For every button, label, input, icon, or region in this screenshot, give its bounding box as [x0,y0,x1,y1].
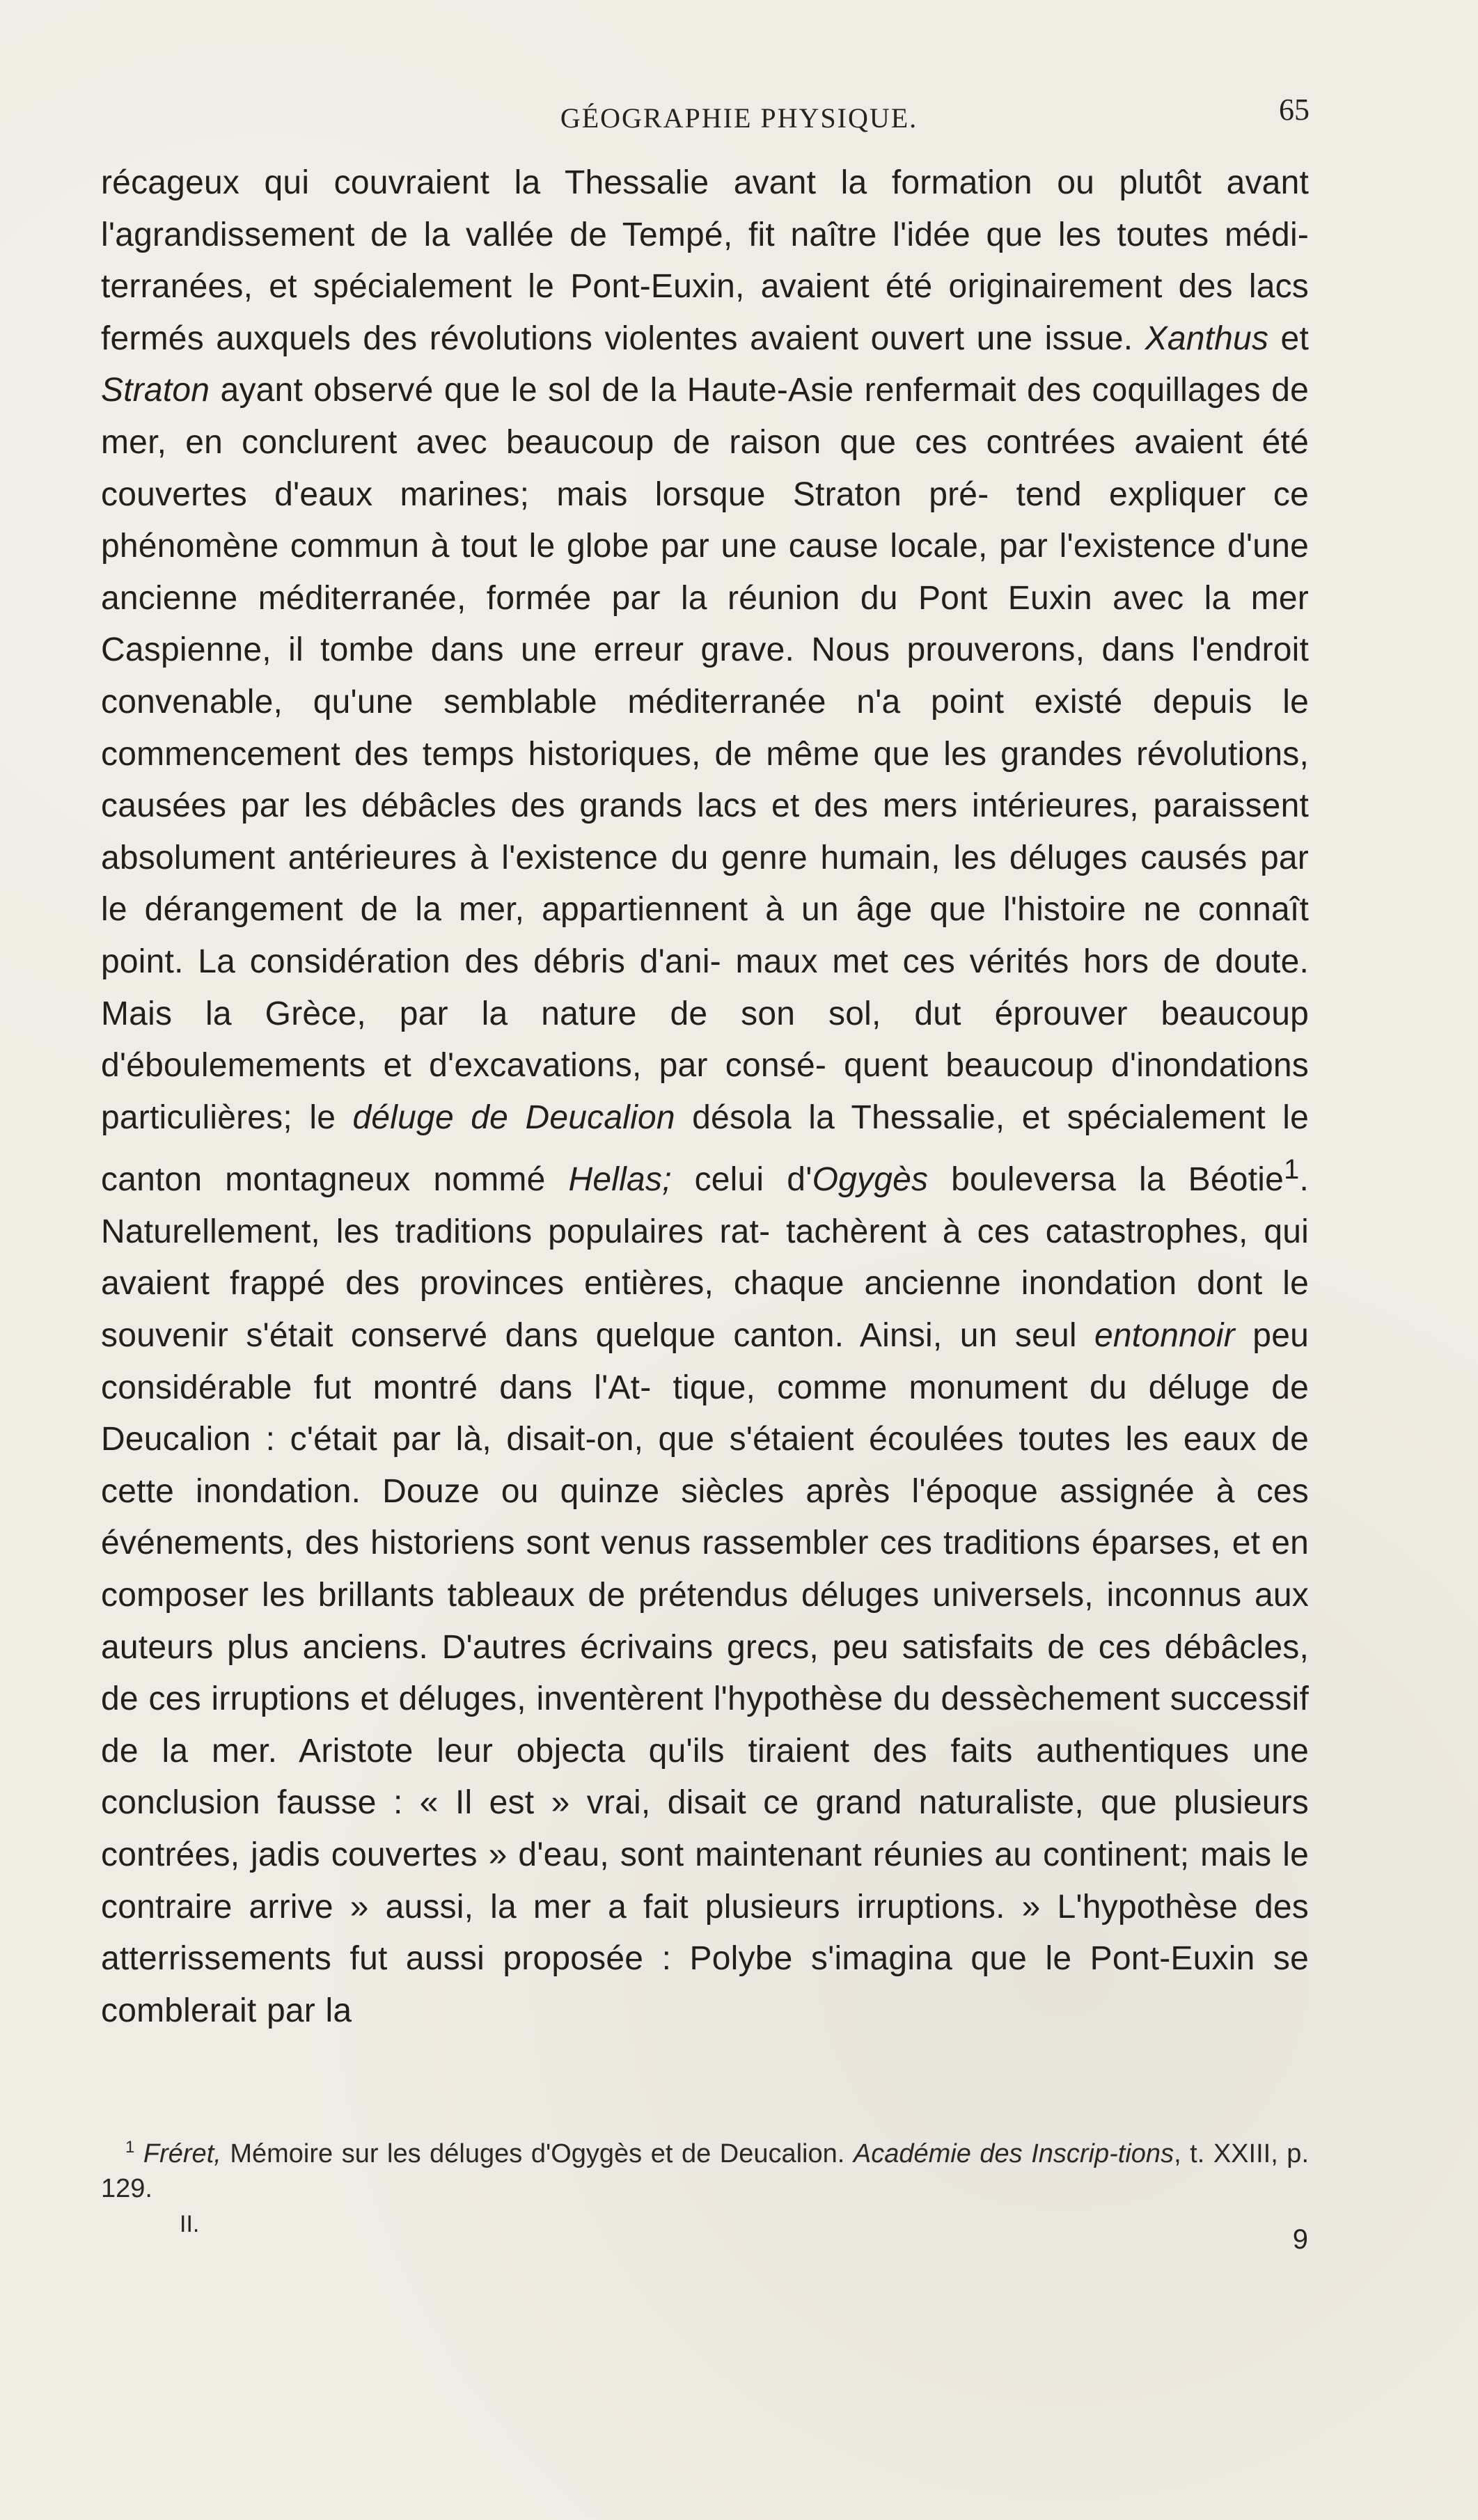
body-text-fragment: . Naturellement, les traditions populaires rat- [101,1161,1309,1250]
italic-ogyges: Ogygès [812,1161,929,1199]
body-text-fragment: peu considérable fut montré dans l'At- [101,1317,1309,1406]
body-line: maux met ces vérités hors de doute. Mais la Grèce, par la nature de son [101,943,1309,1032]
footnote-marker: 1 [125,2138,135,2157]
footnote-text: Mémoire sur les déluges d'Ogygès et de Deucalion. [221,2139,854,2168]
italic-hellas: Hellas; [568,1161,672,1199]
body-line: tique, comme monument du déluge de Deucalion : c'était par là, disait-on, [101,1369,1309,1458]
body-text-fragment: désola [675,1098,792,1136]
body-text-fragment: la Thessalie, et spécialement le canton montagneux nommé [101,1098,1309,1199]
volume-signature: II. [180,2211,200,2237]
body-line: les grandes révolutions, causées par les débâcles des grands lacs et des [101,735,1309,825]
running-head: GÉOGRAPHIE PHYSIQUE. [560,102,918,134]
body-line: » aussi, la mer a fait plusieurs irruptions. » L'hypothèse des atterrissements [101,1888,1309,1978]
footnote-text: , t. XXIII, p. 129. [101,2139,1309,2203]
body-text-fragment: bouleversa la Béotie [928,1161,1284,1199]
body-line: siècles après l'époque assignée à ces événements, des historiens sont venus [101,1472,1309,1562]
body-line: fut aussi proposée : Polybe s'imagina que le Pont-Euxin se comblerait par la [101,1940,1309,2029]
body-line: » vrai, disait ce grand naturaliste, que plusieurs contrées, jadis couvertes [101,1784,1309,1873]
body-line: inventèrent l'hypothèse du dessèchement successif de la mer. Aristote leur [101,1680,1309,1770]
sheet-signature: 9 [1292,2224,1308,2255]
body-line: prouverons, dans l'endroit convenable, qu'une semblable méditerranée n'a [101,631,1309,720]
body-line: l'agrandissement de la vallée de Tempé, fit naître l'idée que les toutes médi- [101,216,1309,253]
body-text-fragment: et [1268,320,1309,357]
footnote-author: Fréret, [143,2139,221,2168]
body-text-fragment: ayant observé que le sol de la Haute-Asie renfermait [210,372,1016,409]
body-line: Pont Euxin avec la mer Caspienne, il tombe dans une erreur grave. Nous [101,579,1309,669]
italic-entonnoir: entonnoir [1094,1317,1235,1355]
body-line: sol, dut éprouver beaucoup d'éboulemements et d'excavations, par consé- [101,995,1309,1085]
body-line: objecta qu'ils tiraient des faits authentiques une conclusion fausse : « Il est [101,1732,1309,1822]
italic-name-xanthus: Xanthus [1145,320,1269,357]
body-line: point existé depuis le commencement des temps historiques, de même que [101,683,1309,773]
body-line: récageux qui couvraient la Thessalie avant la formation ou plutôt avant [101,164,1309,201]
footnote-text: tions [1117,2139,1174,2168]
body-line: tend expliquer ce phénomène commun à tout le globe par une cause locale, [101,475,1309,565]
body-text-fragment: d' [787,1161,812,1199]
body-line: tachèrent à ces catastrophes, qui avaient frappé des provinces entières, [101,1213,1309,1302]
body-text [101,157,1309,2037]
italic-name-straton: Straton [101,372,210,409]
body-line: prétendus déluges universels, inconnus aux auteurs plus anciens. D'autres [101,1577,1309,1666]
body-text-fragment: canton. Ainsi, un seul [733,1317,1095,1355]
body-line: écrivains grecs, peu satisfaits de ces débâcles, de ces irruptions et déluges, [101,1628,1309,1718]
footnote-reference: 1 [1284,1154,1300,1186]
body-text-fragment: quent beaucoup d'inondations particulières; le [101,1047,1309,1136]
italic-deluge-deucalion: déluge de Deucalion [352,1098,675,1136]
body-line: mers intérieures, paraissent absolument antérieures à l'existence du genre [101,787,1310,876]
body-line: contrées avaient été couvertes d'eaux marines; mais lorsque Straton pré- [101,423,1309,513]
footnote [101,2130,1309,2206]
body-line: terranées, et spécialement le Pont-Euxin, avaient été originairement des lacs [101,268,1309,306]
footnote-journal: Académie des Inscrip- [853,2139,1118,2168]
body-line: un âge que l'histoire ne connaît point. La considération des débris d'ani- [101,891,1309,980]
body-line: des coquillages de mer, en conclurent avec beaucoup de raison que ces [101,372,1309,461]
body-line: chaque ancienne inondation dont le souvenir s'était conservé dans quelque [101,1265,1309,1355]
body-text-fragment: celui [671,1161,764,1199]
body-line: humain, les déluges causés par le dérangement de la mer, appartiennent à [101,839,1309,929]
body-line: » d'eau, sont maintenant réunies au continent; mais le contraire arrive [101,1836,1309,1926]
body-line: par l'existence d'une ancienne méditerranée, formée par la réunion du [101,528,1309,617]
page-number: 65 [1279,93,1310,127]
body-line: que s'étaient écoulées toutes les eaux de cette inondation. Douze ou quinze [101,1421,1309,1510]
body-line: fermés auxquels des révolutions violentes avaient ouvert une issue. [101,320,1133,357]
body-line: rassembler ces traditions éparses, et en composer les brillants tableaux de [101,1525,1309,1614]
